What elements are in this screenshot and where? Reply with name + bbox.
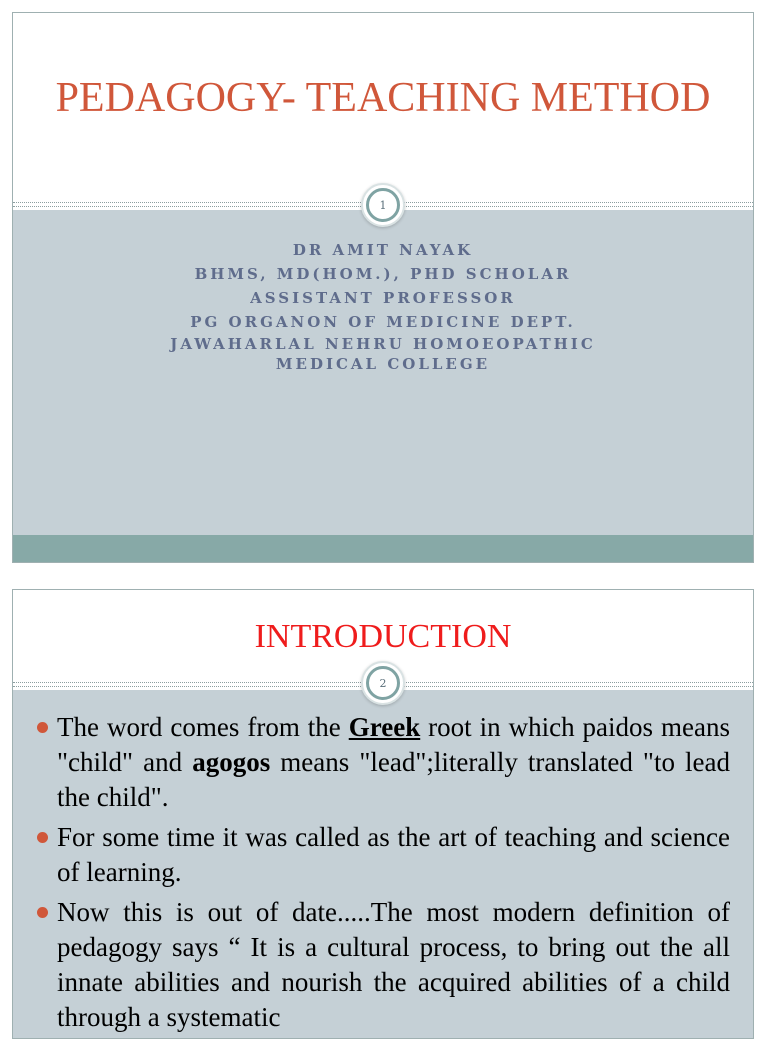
bullet-list <box>37 710 730 1039</box>
author-college-line2: MEDICAL COLLEGE <box>275 355 491 373</box>
agogos-term: agogos <box>192 747 271 777</box>
bullet-dot-icon <box>37 832 48 843</box>
bullet-dot-icon <box>37 907 48 918</box>
bottom-band <box>13 535 753 562</box>
introduction-slide <box>12 589 754 1039</box>
author-name: DR AMIT NAYAK <box>292 241 474 259</box>
bullet-item <box>37 820 730 890</box>
greek-term: Greek <box>348 712 421 742</box>
bullet-text: root in which paidos means "child" and <box>57 712 730 777</box>
author-block <box>13 238 753 374</box>
slide-number: 1 <box>366 188 400 222</box>
title-area <box>13 13 753 205</box>
author-department: PG ORGANON OF MEDICINE DEPT. <box>190 313 576 331</box>
bullet-text: For some time it was called as the art of teaching and science of learning. <box>57 822 730 887</box>
slide-title: PEDAGOGY- TEACHING METHOD <box>55 75 711 121</box>
body-area <box>13 690 753 1038</box>
slide-number-badge <box>361 661 405 705</box>
author-college-line1: JAWAHARLAL NEHRU HOMOEOPATHIC <box>170 335 596 353</box>
slide-title: INTRODUCTION <box>254 618 512 655</box>
slide-number-badge <box>361 183 405 227</box>
bullet-text: Now this is out of date.....The most modern definition of pedagogy says “ It is a cultural process, to bring out the all innate abilities and nourish the acquired abilities of a child through a systematic <box>57 897 730 1032</box>
bullet-item <box>37 895 730 1035</box>
title-slide <box>12 12 754 563</box>
author-position: ASSISTANT PROFESSOR <box>250 289 516 307</box>
slide-number: 2 <box>366 666 400 700</box>
author-degrees: BHMS, MD(HOM.), PHD SCHOLAR <box>194 265 572 283</box>
bullet-text: The word comes from the <box>57 712 349 742</box>
bullet-dot-icon <box>37 722 48 733</box>
bullet-item <box>37 710 730 815</box>
bullet-text: means "lead";literally translated "to lead the child". <box>57 747 731 812</box>
body-area <box>13 210 753 535</box>
